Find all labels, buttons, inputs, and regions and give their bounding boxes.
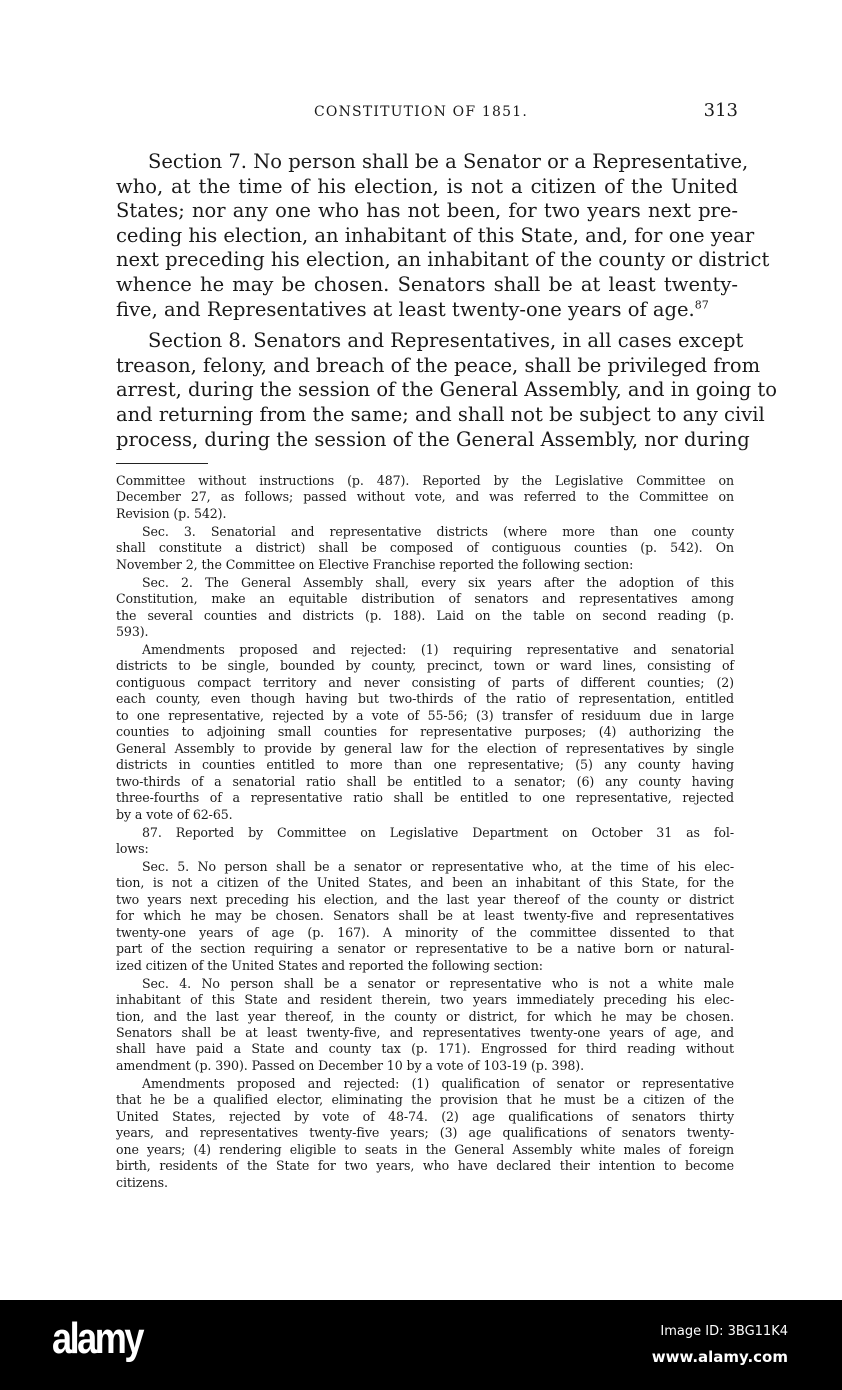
line-text: districts to be single, bounded by county, precinct, town or ward lines, consisting of [116,658,734,674]
text-line [116,175,738,200]
line-text: ized citizen of the United States and reported the following section: [116,957,543,973]
line-text: whence he may be chosen. Senators shall be at least twenty- [116,272,738,296]
footnote-paragraph [116,473,734,522]
text-line [116,540,734,556]
footnote-paragraph [116,1076,734,1191]
text-line [116,402,765,428]
line-text: Constitution, make an equitable distribution of senators and representatives among [116,591,734,607]
main-text [116,150,778,459]
section-paragraph [116,329,778,452]
text-line [116,591,734,607]
line-text: three-fourths of a representative ratio shall be entitled to one representative, rejected [116,790,734,806]
running-title: CONSTITUTION OF 1851. [314,104,529,120]
text-line [116,976,734,992]
line-text: ceding his election, an inhabitant of this State, and, for one year [116,223,755,247]
line-text: Sec. 5. No person shall be a senator or representative who, at the time of his elec- [142,858,734,874]
line-text: birth, residents of the State for two years, who have declared their intention to become [116,1158,734,1174]
line-text: 593). [116,624,149,640]
line-text: by a vote of 62-65. [116,806,233,822]
text-line [116,825,734,841]
text-line [116,1092,734,1108]
running-header [116,100,738,124]
text-line [116,378,778,403]
text-line [116,741,734,757]
line-text: that he be a qualified elector, eliminating the provision that he must be a citizen of the [116,1092,734,1108]
line-text: amendment (p. 390). Passed on December 10 by a vote of 103-19 (p. 398). [116,1057,585,1073]
line-text: districts in counties entitled to more than one representative; (5) any county having [116,757,734,773]
text-line [116,807,734,823]
line-text: citizens. [116,1174,168,1190]
line-text: for which he may be chosen. Senators shall be at least twenty-five and representatives [116,908,734,924]
image-id: Image ID: 3BG11K4 [660,1324,788,1339]
line-text: December 27, as follows; passed without vote, and was referred to the Committee on [116,489,734,505]
line-text: one years; (4) rendering eligible to seats in the General Assembly white males of foreign [116,1141,734,1157]
text-line [116,757,734,773]
watermark-bar [0,1300,842,1390]
line-text: Sec. 4. No person shall be a senator or representative who is not a white male [142,975,734,991]
footnote-paragraph [116,859,734,974]
line-text: lows: [116,840,149,856]
text-line [116,489,734,505]
line-text: States; nor any one who has not been, for two years next pre- [116,199,738,223]
text-line [116,790,734,806]
text-line [116,506,734,522]
text-line [116,724,734,740]
line-text: Section 7. No person shall be a Senator or a Representative, [148,150,749,173]
text-line [116,1175,734,1191]
text-line [116,199,738,224]
line-text: process, during the session of the General Assembly, nor during [116,427,750,451]
text-line [116,941,734,957]
text-line [116,223,755,249]
text-line [116,675,734,691]
line-text: Amendments proposed and rejected: (1) requiring representative and senatorial [142,642,734,658]
line-text: years, and representatives twenty-five years; (3) age qualifications of senators twenty- [116,1125,734,1141]
line-text: next preceding his election, an inhabitant of the county or district [116,248,770,272]
text-line [116,691,734,707]
line-text: Section 8. Senators and Representatives, in all cases except [148,329,744,353]
line-text: tion, is not a citizen of the United States, and been an inhabitant of this State, for the [116,875,734,891]
text-line [116,524,734,540]
text-line [116,958,734,974]
footnote-paragraph [116,825,734,858]
line-text: the several counties and districts (p. 188). Laid on the table on second reading (p. [116,607,734,623]
text-line [116,642,734,658]
footnote-paragraph [116,976,734,1075]
footnotes [116,473,734,1192]
footnote-paragraph [116,575,734,641]
line-text: November 2, the Committee on Elective Franchise reported the following section: [116,556,634,572]
text-line [116,248,770,273]
line-text: Senators shall be at least twenty-five, and representatives twenty-one years of age, and [116,1024,734,1040]
line-text: who, at the time of his election, is not a citizen of the United [116,174,738,198]
text-line [116,298,738,323]
line-text: treason, felony, and breach of the peace, shall be privileged from [116,353,761,377]
line-text: Sec. 2. The General Assembly shall, every six years after the adoption of this [142,574,734,590]
text-line [116,925,734,941]
line-text: counties to adjoining small counties for representative purposes; (4) authorizing the [116,724,734,740]
text-line [116,1025,734,1041]
text-line [116,575,734,591]
text-line [116,992,734,1008]
text-line [116,150,749,175]
text-line [116,427,750,453]
line-text: two years next preceding his election, and the last year thereof of the county or district [116,891,734,907]
text-line [116,1125,734,1141]
text-line [116,608,734,624]
text-line [116,658,734,674]
text-line [116,1109,734,1125]
footnote-ref[interactable]: 87 [694,298,709,312]
text-line [116,1041,734,1057]
text-line [116,557,734,573]
line-text: inhabitant of this State and resident therein, two years immediately preceding his elec- [116,992,734,1008]
text-line [116,892,734,908]
text-line [116,908,734,924]
line-text: Revision (p. 542). [116,505,227,521]
text-line [116,473,734,489]
text-line [116,774,734,790]
text-line [116,708,734,724]
site-url: www.alamy.com [651,1348,788,1366]
line-text: part of the section requiring a senator or representative to be a native born or natural- [116,941,734,957]
footnote-paragraph [116,642,734,823]
text-line [116,1058,734,1074]
line-text: twenty-one years of age (p. 167). A minority of the committee dissented to that [116,924,734,940]
text-line [116,859,734,875]
footnote-divider [116,463,208,464]
text-line [116,841,734,857]
text-line [116,1142,734,1158]
line-text: to one representative, rejected by a vote of 55-56; (3) transfer of residuum due in large [116,707,734,723]
text-line [116,353,761,379]
line-text: shall constitute a district) shall be composed of contiguous counties (p. 542). On [116,540,734,556]
line-text: Committee without instructions (p. 487). Reported by the Legislative Committee on [116,473,734,488]
line-text: arrest, during the session of the General Assembly, and in going to [116,378,778,402]
line-text: two-thirds of a senatorial ratio shall be entitled to a senator; (6) any county having [116,773,734,789]
footnote-paragraph [116,524,734,573]
line-text: contiguous compact territory and never consisting of parts of different counties; (2) [116,674,734,690]
line-text: shall have paid a State and county tax (p. 171). Engrossed for third reading without [116,1041,734,1057]
text-line [116,1076,734,1092]
line-text: Sec. 3. Senatorial and representative districts (where more than one county [142,523,734,539]
section-paragraph [116,150,770,322]
text-line [116,1009,734,1025]
text-line [116,273,738,298]
text-line [116,1158,734,1174]
line-text: United States, rejected by vote of 48-74. (2) age qualifications of senators thirty [116,1108,734,1124]
line-text: tion, and the last year thereof, in the county or district, for which he may be chosen. [116,1008,734,1024]
line-text: General Assembly to provide by general law for the election of representatives by single [116,740,734,756]
line-text: each county, even though having but two-thirds of the ratio of representation, entitled [116,691,734,707]
line-text: 87. Reported by Committee on Legislative Department on October 31 as fol- [142,824,734,840]
line-text: five, and Representatives at least twenty-one years of age. [116,297,695,321]
text-line [116,624,734,640]
page-number: 313 [703,100,738,121]
alamy-logo: alamy [52,1314,143,1363]
text-line [116,875,734,891]
text-line [116,329,744,354]
line-text: Amendments proposed and rejected: (1) qualification of senator or representative [142,1075,734,1091]
line-text: and returning from the same; and shall not be subject to any civil [116,402,765,426]
